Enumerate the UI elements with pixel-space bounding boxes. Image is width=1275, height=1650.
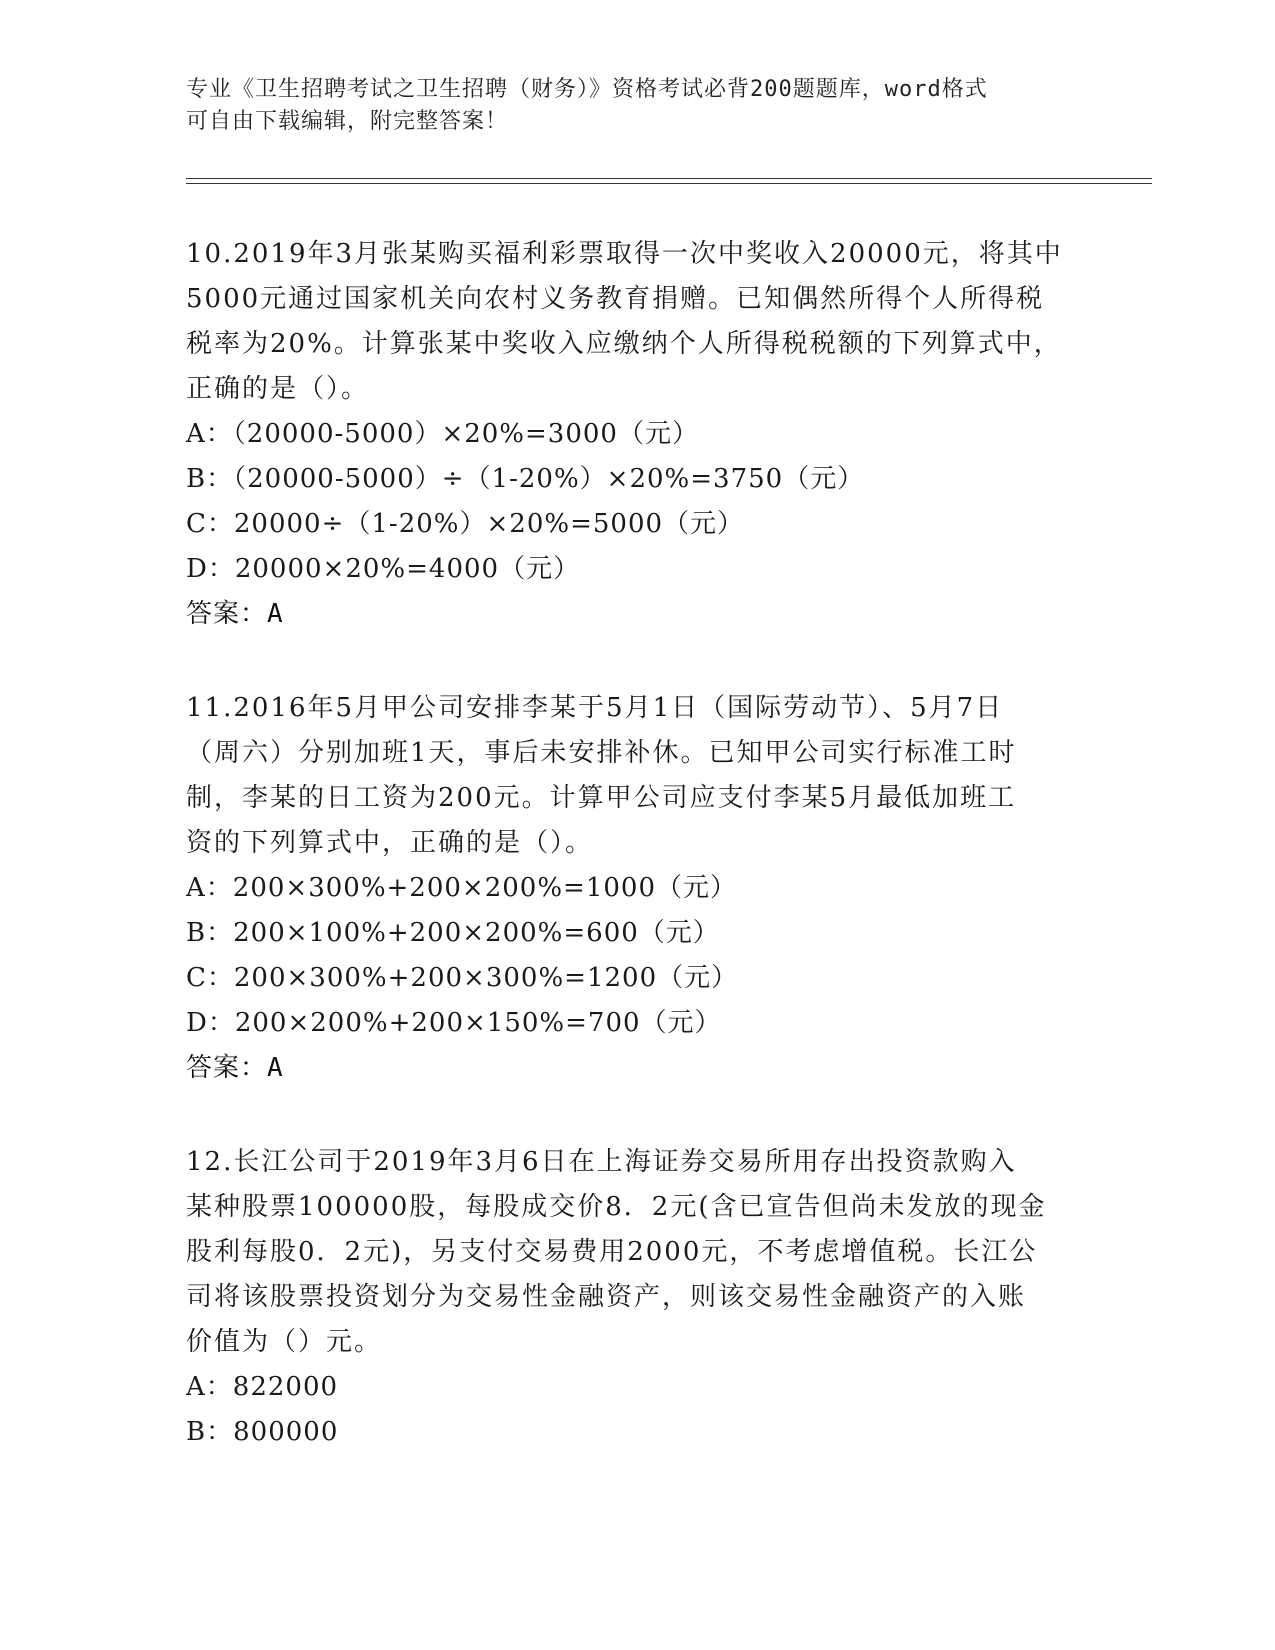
question-stem-line: 5000元通过国家机关向农村义务教育捐赠。已知偶然所得个人所得税 [186,284,1045,314]
document-header [186,74,1066,138]
option-b: B：200×100%+200×200%=600（元） [186,918,720,948]
question-stem-line: 正确的是（）。 [186,374,370,404]
question-stem-line: 制，李某的日工资为200元。计算甲公司应支付李某5月最低加班工 [186,783,1017,813]
header-title-line-1: 专业《卫生招聘考试之卫生招聘（财务）》资格考试必背200题题库，word格式 [186,77,988,102]
question-stem-line: 12.长江公司于2019年3月6日在上海证券交易所用存出投资款购入 [186,1147,1017,1177]
question-stem-line: 某种股票100000股，每股成交价8．2元(含已宣告但尚未发放的现金 [186,1192,1047,1222]
header-divider-top [186,178,1152,179]
question-12 [186,1140,1066,1455]
option-c: C：20000÷（1-20%）×20%=5000（元） [186,509,745,539]
header-divider-bottom [186,183,1152,184]
answer-label: 答案：A [186,1053,284,1083]
option-d: D：200×200%+200×150%=700（元） [186,1008,722,1038]
option-a: A：822000 [186,1372,339,1402]
option-a: A：200×300%+200×200%=1000（元） [186,873,737,903]
question-stem-line: （周六）分别加班1天，事后未安排补休。已知甲公司实行标准工时 [186,738,1017,768]
option-c: C：200×300%+200×300%=1200（元） [186,963,739,993]
question-stem-line: 11.2016年5月甲公司安排李某于5月1日（国际劳动节）、5月7日 [186,693,1004,723]
option-b: B：（20000-5000）÷（1-20%）×20%=3750（元） [186,464,865,494]
question-stem-line: 股利每股0．2元)，另支付交易费用2000元，不考虑增值税。长江公 [186,1237,1038,1267]
question-stem-line: 税率为20%。计算张某中奖收入应缴纳个人所得税税额的下列算式中， [186,329,1062,359]
question-stem-line: 司将该股票投资划分为交易性金融资产，则该交易性金融资产的入账 [186,1282,1027,1312]
header-title-line-2: 可自由下载编辑，附完整答案！ [186,109,509,134]
question-10 [186,232,1066,637]
question-11 [186,686,1066,1091]
option-a: A：（20000-5000）×20%=3000（元） [186,419,699,449]
answer-label: 答案：A [186,599,284,629]
question-stem-line: 价值为（）元。 [186,1327,383,1357]
option-d: D：20000×20%=4000（元） [186,554,581,584]
question-stem-line: 资的下列算式中，正确的是（）。 [186,828,594,858]
option-b: B：800000 [186,1417,339,1447]
question-stem-line: 10.2019年3月张某购买福利彩票取得一次中奖收入20000元，将其中 [186,239,1063,269]
